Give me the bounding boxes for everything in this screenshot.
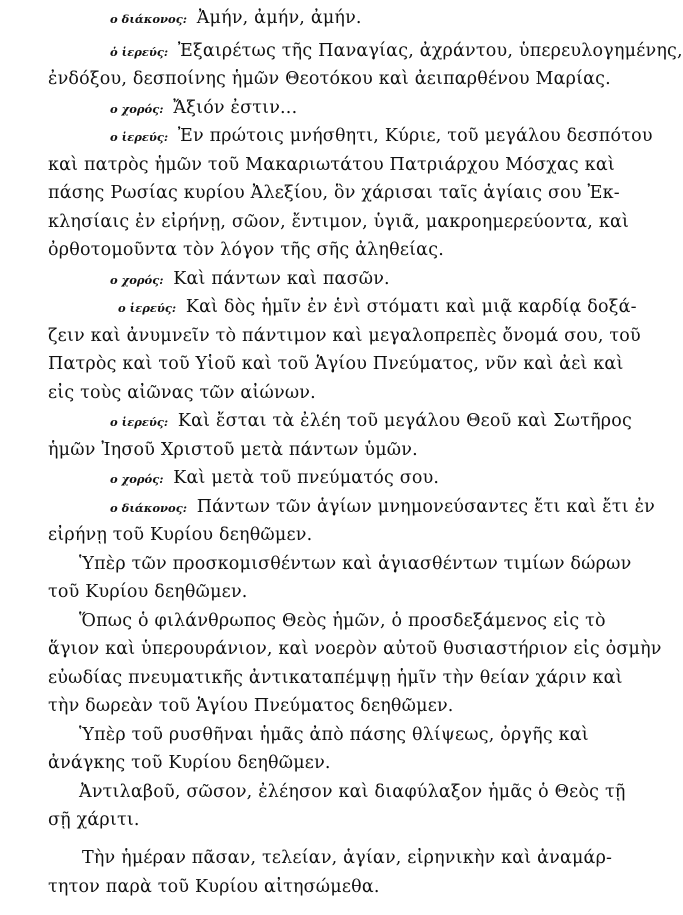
line-text: τοῦ Κυρίου δεηθῶμεν. (48, 582, 248, 602)
text-line (48, 155, 615, 175)
line-text: Ὑπὲρ τοῦ ρυσθῆναι ἡμᾶς ἀπὸ πάσης θλίψεως, ὀργῆς καὶ (79, 725, 589, 745)
line-text: ἐνδόξου, δεσποίνης ἡμῶν Θεοτόκου καὶ ἀειπαρθένου Μαρίας. (48, 69, 611, 89)
text-line (48, 69, 611, 89)
text-line (82, 848, 613, 868)
text-line (110, 126, 653, 147)
line-text: Ὑπὲρ τῶν προσκομισθέντων καὶ ἁγιασθέντων τιμίων δώρων (79, 554, 632, 574)
line-text: Ἄξιόν ἐστιν... (173, 98, 298, 118)
line-text: Ὅπως ὁ φιλάνθρωπος Θεὸς ἡμῶν, ὁ προσδεξάμενος εἰς τὸ (79, 611, 606, 631)
line-text: Ἐξαιρέτως τῆς Παναγίας, ἀχράντου, ὑπερευλογημένης, (177, 41, 683, 61)
text-line (48, 383, 578, 403)
text-line (110, 98, 578, 119)
speaker-label: ο χορός: (110, 472, 164, 486)
line-text: ὀρθοτομοῦντα τὸν λόγον τῆς σῆς ἀληθείας. (48, 240, 444, 260)
line-text: εἰς τοὺς αἰῶνας τῶν αἰώνων. (48, 383, 316, 403)
line-text: ἀνάγκης τοῦ Κυρίου δεηθῶμεν. (48, 753, 331, 773)
line-text: καὶ πατρὸς ἡμῶν τοῦ Μακαριωτάτου Πατριάρχου Μόσχας καὶ (48, 155, 615, 175)
text-line (110, 497, 656, 518)
text-line (48, 696, 578, 716)
line-text: Πάντων τῶν ἁγίων μνημονεύσαντες ἔτι καὶ ἔτι ἐν (196, 497, 656, 517)
line-text: Ἀμήν, ἀμήν, ἀμήν. (196, 8, 362, 28)
text-line (110, 41, 683, 62)
line-text: πάσης Ρωσίας κυρίου Ἀλεξίου, ὃν χάρισαι ταῖς ἁγίαις σου Ἐκ- (48, 183, 620, 203)
line-text: Καὶ δὸς ἡμῖν ἐν ἑνὶ στόματι καὶ μιᾷ καρδίᾳ δοξά- (185, 297, 637, 317)
line-text: Πατρὸς καὶ τοῦ Υἱοῦ καὶ τοῦ Ἁγίου Πνεύματος, νῦν καὶ ἀεὶ καὶ (48, 354, 624, 374)
line-text: Ἀντιλαβοῦ, σῶσον, ἐλέησον καὶ διαφύλαξον ἡμᾶς ὁ Θεὸς τῇ (79, 782, 626, 802)
speaker-label: ο ἱερεύς: (110, 130, 169, 144)
line-text: Ἐν πρώτοις μνήσθητι, Κύριε, τοῦ μεγάλου δεσπότου (177, 126, 653, 146)
speaker-label: ο διάκονος: (110, 12, 187, 26)
text-line (48, 354, 624, 374)
text-line (48, 326, 641, 346)
line-text: Καὶ μετὰ τοῦ πνεύματός σου. (173, 468, 440, 488)
line-text: Τὴν ἡμέραν πᾶσαν, τελείαν, ἁγίαν, εἰρηνικὴν καὶ ἀναμάρ- (82, 848, 613, 868)
line-text: ἅγιον καὶ ὑπερουράνιον, καὶ νοερὸν αὐτοῦ θυσιαστήριον εἰς ὀσμὴν (48, 639, 662, 659)
text-line (110, 468, 578, 489)
speaker-label: ο ἱερεύς: (118, 301, 177, 315)
speaker-label: ο χορός: (110, 273, 164, 287)
line-text: ἡμῶν Ἰησοῦ Χριστοῦ μετὰ πάντων ὑμῶν. (48, 440, 418, 460)
line-text: κλησίαις ἐν εἰρήνῃ, σῶον, ἔντιμον, ὑγιᾶ, μακροημερεύοντα, καὶ (48, 212, 630, 232)
text-line (79, 725, 589, 745)
text-line (110, 269, 578, 290)
text-line (48, 582, 578, 602)
text-line (79, 611, 606, 631)
text-line (48, 753, 578, 773)
line-text: ζειν καὶ ἀνυμνεῖν τὸ πάντιμον καὶ μεγαλοπρεπὲς ὄνομά σου, τοῦ (48, 326, 641, 346)
text-line (48, 183, 620, 203)
line-text: Καὶ πάντων καὶ πασῶν. (173, 269, 390, 289)
text-line (79, 554, 632, 574)
line-text: εὐωδίας πνευματικῆς ἀντικαταπέμψῃ ἡμῖν τὴν θείαν χάριν καὶ (48, 668, 623, 688)
line-text: Καὶ ἔσται τὰ ἐλέη τοῦ μεγάλου Θεοῦ καὶ Σωτῆρος (177, 411, 633, 431)
speaker-label: ο χορός: (110, 102, 164, 116)
text-line (110, 411, 633, 432)
line-text: τὴν δωρεὰν τοῦ Ἁγίου Πνεύματος δεηθῶμεν. (48, 696, 454, 716)
speaker-label: ο διάκονος: (110, 501, 187, 515)
line-text: εἰρήνῃ τοῦ Κυρίου δεηθῶμεν. (48, 525, 313, 545)
speaker-label: ο ἱερεύς: (110, 415, 169, 429)
text-line (48, 668, 623, 688)
text-line (48, 877, 578, 897)
text-line (118, 297, 637, 318)
text-line (48, 240, 578, 260)
line-text: τητον παρὰ τοῦ Κυρίου αἰτησώμεθα. (48, 877, 380, 897)
text-line (48, 212, 630, 232)
text-line (79, 782, 626, 802)
text-line (48, 810, 578, 830)
text-line (48, 639, 662, 659)
speaker-label: ὁ ἱερεύς: (110, 45, 169, 59)
line-text: σῇ χάριτι. (48, 810, 140, 830)
text-line (48, 525, 578, 545)
text-line (110, 8, 578, 29)
text-line (48, 440, 578, 460)
